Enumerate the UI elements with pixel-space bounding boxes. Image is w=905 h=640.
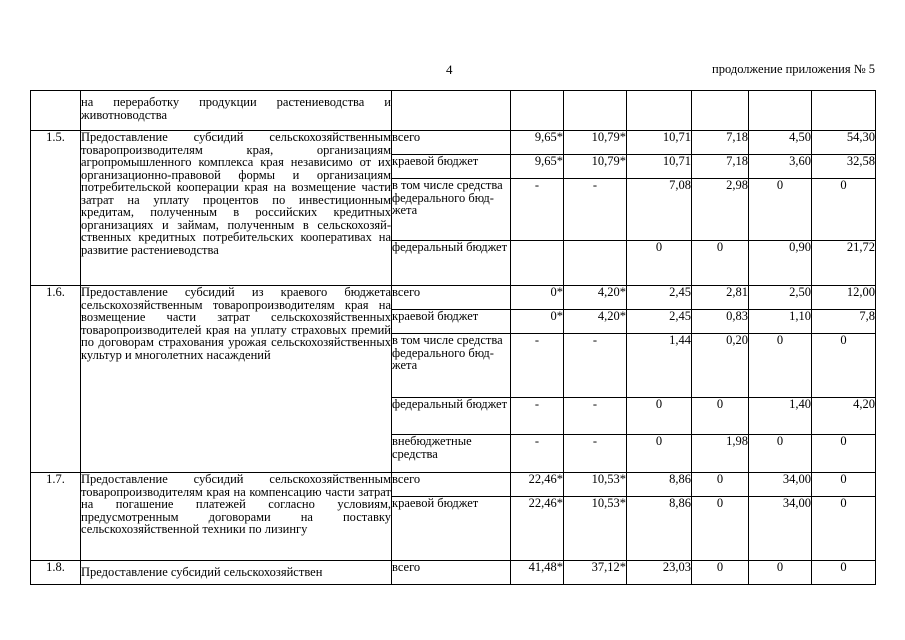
value-cell: 10,79* [564, 131, 627, 155]
value-cell: 0 [692, 398, 749, 435]
value-cell: 0 [749, 435, 812, 473]
value-cell [564, 241, 627, 286]
funding-source: всего [392, 473, 511, 497]
value-cell: 10,53* [564, 473, 627, 497]
value-cell: 0,83 [692, 310, 749, 334]
value-cell: 1,98 [692, 435, 749, 473]
funding-source: всего [392, 286, 511, 310]
value-cell: 3,60 [749, 155, 812, 179]
value-cell [627, 91, 692, 131]
value-cell: 4,20* [564, 310, 627, 334]
funding-source: краевой бюджет [392, 310, 511, 334]
value-cell: 4,50 [749, 131, 812, 155]
value-cell: - [511, 334, 564, 398]
measure-description: на переработку продукции растениеводства и животноводства [81, 91, 392, 131]
value-cell: 0 [812, 435, 876, 473]
table-row [31, 473, 876, 497]
value-cell: 1,44 [627, 334, 692, 398]
funding-source: всего [392, 561, 511, 585]
value-cell: 0 [627, 435, 692, 473]
table-row [31, 561, 876, 585]
value-cell: 0 [627, 398, 692, 435]
value-cell: 0 [812, 497, 876, 561]
value-cell: 7,08 [627, 179, 692, 241]
funding-source: в том числе средства федерального бюджета [392, 179, 511, 241]
value-cell: 0 [692, 497, 749, 561]
value-cell: - [564, 435, 627, 473]
value-cell: 2,81 [692, 286, 749, 310]
value-cell: 9,65* [511, 155, 564, 179]
funding-source: внебюджетные средства [392, 435, 511, 473]
table-row [31, 286, 876, 310]
funding-source-cell [392, 91, 511, 131]
value-cell: 22,46* [511, 497, 564, 561]
measure-description: Предоставление субсидий сельскохозяйствен [81, 561, 392, 585]
value-cell: 10,71 [627, 131, 692, 155]
value-cell: 8,86 [627, 473, 692, 497]
value-cell: 10,53* [564, 497, 627, 561]
value-cell: 4,20 [812, 398, 876, 435]
value-cell: 0 [812, 334, 876, 398]
value-cell: - [511, 398, 564, 435]
value-cell: 9,65* [511, 131, 564, 155]
value-cell: 54,30 [812, 131, 876, 155]
funding-source: краевой бюджет [392, 497, 511, 561]
funding-source: в том числе средства федерального бюджета [392, 334, 511, 398]
value-cell: 34,00 [749, 497, 812, 561]
table-row [31, 91, 876, 131]
funding-source: краевой бюджет [392, 155, 511, 179]
funding-source: всего [392, 131, 511, 155]
value-cell: 0 [692, 473, 749, 497]
row-number: 1.7. [31, 473, 81, 561]
value-cell: 0 [749, 561, 812, 585]
value-cell: 0* [511, 310, 564, 334]
value-cell: 23,03 [627, 561, 692, 585]
row-number-cell [31, 91, 81, 131]
funding-source: федеральный бюджет [392, 241, 511, 286]
value-cell [692, 91, 749, 131]
appendix-continuation-note: продолжение приложения № 5 [712, 62, 875, 76]
value-cell: 0,90 [749, 241, 812, 286]
value-cell: 7,18 [692, 155, 749, 179]
value-cell: 7,18 [692, 131, 749, 155]
value-cell: - [564, 179, 627, 241]
value-cell: 12,00 [812, 286, 876, 310]
value-cell: 2,50 [749, 286, 812, 310]
value-cell: - [511, 179, 564, 241]
value-cell: - [511, 435, 564, 473]
budget-table [30, 90, 876, 585]
value-cell: 0 [749, 334, 812, 398]
value-cell: 32,58 [812, 155, 876, 179]
value-cell: 37,12* [564, 561, 627, 585]
value-cell [511, 91, 564, 131]
value-cell: 4,20* [564, 286, 627, 310]
value-cell: 0,20 [692, 334, 749, 398]
page-number: 4 [446, 62, 453, 77]
value-cell: 8,86 [627, 497, 692, 561]
value-cell: 7,8 [812, 310, 876, 334]
value-cell: 10,79* [564, 155, 627, 179]
value-cell: 2,45 [627, 310, 692, 334]
table-row [31, 131, 876, 155]
value-cell: - [564, 398, 627, 435]
value-cell: 0 [692, 241, 749, 286]
measure-description: Предоставление субсидий сельскохозяйственным товаропроизводителям края на компенсацию части затрат на погашение платежей согласно условиям, предусмотренным договорами на поставку сельскохозяйственной техники по лизингу [81, 473, 392, 561]
value-cell [812, 91, 876, 131]
value-cell [511, 241, 564, 286]
value-cell: 0 [692, 561, 749, 585]
value-cell: 1,10 [749, 310, 812, 334]
row-number: 1.5. [31, 131, 81, 286]
value-cell [749, 91, 812, 131]
value-cell: 0 [812, 473, 876, 497]
value-cell: 22,46* [511, 473, 564, 497]
value-cell: 2,45 [627, 286, 692, 310]
row-number: 1.8. [31, 561, 81, 585]
value-cell: 1,40 [749, 398, 812, 435]
value-cell: 34,00 [749, 473, 812, 497]
value-cell: 10,71 [627, 155, 692, 179]
measure-description: Предоставление субсидий из краевого бюджета сельскохозяйственным товаропроизводителям края на возмещение части затрат сельскохозяйственных товаропроизводителей края на уплату страховых премий по договорам страхования урожая сельскохозяйственных культур и многолетних насаждений [81, 286, 392, 473]
value-cell: 0 [812, 179, 876, 241]
value-cell: 0 [749, 179, 812, 241]
value-cell: 21,72 [812, 241, 876, 286]
row-number: 1.6. [31, 286, 81, 473]
value-cell: 0 [812, 561, 876, 585]
measure-description: Предоставление субсидий сельскохозяйственным товаропроизводителям края, организациям агропромышленного комплекса края независимо от их организационно-правовой формы и организациям потребительской кооперации края на возмещение части затрат на уплату процентов по инвестиционным кредитам, полученным в российских кредитных организациях и займам, полученным в сельскохозяйственных кредитных потребительских кооперативах на развитие растениеводства [81, 131, 392, 286]
value-cell: 41,48* [511, 561, 564, 585]
value-cell: 2,98 [692, 179, 749, 241]
value-cell: 0* [511, 286, 564, 310]
value-cell: 0 [627, 241, 692, 286]
value-cell [564, 91, 627, 131]
funding-source: федеральный бюджет [392, 398, 511, 435]
value-cell: - [564, 334, 627, 398]
